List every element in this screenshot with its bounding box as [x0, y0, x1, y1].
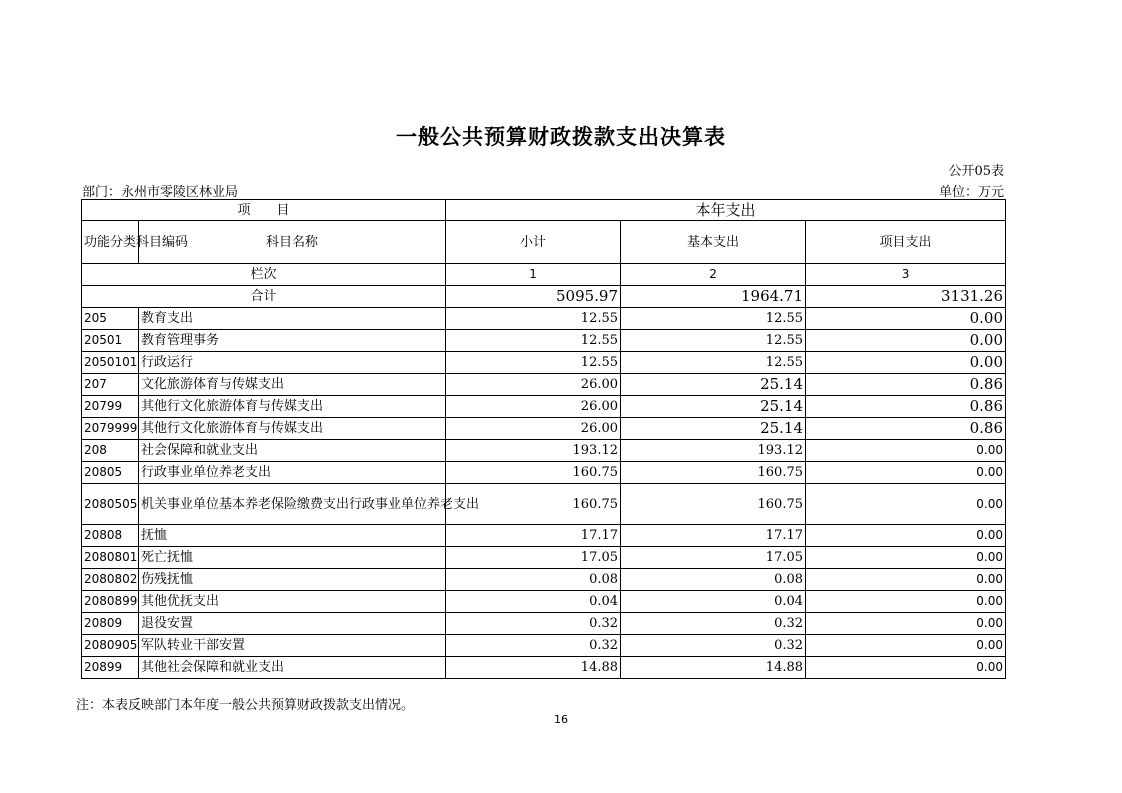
row-code: 20799: [82, 396, 139, 418]
row-code: 2080905: [82, 635, 139, 657]
row-code: 2080802: [82, 569, 139, 591]
header-basic: 基本支出: [621, 221, 806, 264]
row-subtotal: 12.55: [446, 330, 621, 352]
row-name: 其他行文化旅游体育与传媒支出: [139, 396, 446, 418]
header-row-2: [82, 221, 1006, 264]
row-project: 0.00: [806, 440, 1006, 462]
row-project: 0.00: [806, 613, 1006, 635]
row-code: 2080505: [82, 484, 139, 525]
row-code: 2080801: [82, 547, 139, 569]
table-row: [82, 308, 1006, 330]
row-subtotal: 26.00: [446, 418, 621, 440]
table-row: [82, 462, 1006, 484]
row-basic: 12.55: [621, 352, 806, 374]
row-code: 20805: [82, 462, 139, 484]
row-subtotal: 17.17: [446, 525, 621, 547]
total-row: [82, 286, 1006, 308]
total-project: 3131.26: [806, 286, 1006, 308]
row-basic: 0.08: [621, 569, 806, 591]
row-subtotal: 26.00: [446, 396, 621, 418]
row-project: 0.00: [806, 657, 1006, 679]
row-basic: 160.75: [621, 484, 806, 525]
row-subtotal: 193.12: [446, 440, 621, 462]
header-subject-name: 科目名称: [139, 221, 446, 264]
unit-label: 单位：万元: [938, 185, 1004, 200]
row-name: 其他行文化旅游体育与传媒支出: [139, 418, 446, 440]
expenditure-table: [81, 199, 1006, 679]
column-index-1: 1: [446, 264, 621, 286]
header-item: 项 目: [82, 200, 446, 221]
row-basic: 17.17: [621, 525, 806, 547]
row-project: 0.86: [806, 418, 1006, 440]
row-project: 0.00: [806, 484, 1006, 525]
table-row: [82, 418, 1006, 440]
row-name: 伤残抚恤: [139, 569, 446, 591]
table-row: [82, 657, 1006, 679]
row-basic: 25.14: [621, 374, 806, 396]
table-note: 注：本表反映部门本年度一般公共预算财政拨款支出情况。: [76, 698, 415, 713]
row-project: 0.00: [806, 352, 1006, 374]
column-index-2: 2: [621, 264, 806, 286]
row-subtotal: 12.55: [446, 352, 621, 374]
row-subtotal: 0.04: [446, 591, 621, 613]
department-label: 部门：永州市零陵区林业局: [82, 185, 239, 200]
row-code: 205: [82, 308, 139, 330]
table-row: [82, 525, 1006, 547]
row-code: 20899: [82, 657, 139, 679]
row-basic: 0.32: [621, 613, 806, 635]
row-subtotal: 26.00: [446, 374, 621, 396]
table-row: [82, 484, 1006, 525]
row-code: 2050101: [82, 352, 139, 374]
header-subtotal: 小计: [446, 221, 621, 264]
row-subtotal: 0.32: [446, 613, 621, 635]
row-project: 0.86: [806, 396, 1006, 418]
row-code: 2080899: [82, 591, 139, 613]
row-project: 0.86: [806, 374, 1006, 396]
row-basic: 12.55: [621, 308, 806, 330]
row-basic: 160.75: [621, 462, 806, 484]
row-name: 抚恤: [139, 525, 446, 547]
column-index-3: 3: [806, 264, 1006, 286]
total-label: 合计: [82, 286, 446, 308]
row-code: 20501: [82, 330, 139, 352]
table-row: [82, 330, 1006, 352]
row-code: 207: [82, 374, 139, 396]
page-title: 一般公共预算财政拨款支出决算表: [396, 124, 726, 149]
column-index-row: [82, 264, 1006, 286]
form-number: 公开05表: [948, 164, 1004, 179]
total-subtotal: 5095.97: [446, 286, 621, 308]
row-basic: 0.32: [621, 635, 806, 657]
row-code: 20809: [82, 613, 139, 635]
row-subtotal: 12.55: [446, 308, 621, 330]
table-row: [82, 547, 1006, 569]
header-func-code: 功能分类科目编码: [82, 221, 139, 264]
table-row: [82, 635, 1006, 657]
header-row-1: [82, 200, 1006, 221]
row-code: 208: [82, 440, 139, 462]
column-index-label: 栏次: [82, 264, 446, 286]
row-name: 文化旅游体育与传媒支出: [139, 374, 446, 396]
row-subtotal: 160.75: [446, 484, 621, 525]
row-name: 机关事业单位基本养老保险缴费支出行政事业单位养老支出: [139, 484, 446, 525]
row-basic: 12.55: [621, 330, 806, 352]
row-basic: 14.88: [621, 657, 806, 679]
row-subtotal: 0.32: [446, 635, 621, 657]
header-this-year: 本年支出: [446, 200, 1006, 221]
row-name: 退役安置: [139, 613, 446, 635]
row-subtotal: 0.08: [446, 569, 621, 591]
row-code: 2079999: [82, 418, 139, 440]
row-project: 0.00: [806, 462, 1006, 484]
row-subtotal: 160.75: [446, 462, 621, 484]
row-subtotal: 14.88: [446, 657, 621, 679]
table-row: [82, 613, 1006, 635]
row-name: 军队转业干部安置: [139, 635, 446, 657]
table-row: [82, 440, 1006, 462]
row-code: 20808: [82, 525, 139, 547]
table-row: [82, 396, 1006, 418]
table-row: [82, 352, 1006, 374]
row-project: 0.00: [806, 547, 1006, 569]
row-basic: 17.05: [621, 547, 806, 569]
row-project: 0.00: [806, 569, 1006, 591]
total-basic: 1964.71: [621, 286, 806, 308]
row-name: 教育管理事务: [139, 330, 446, 352]
row-basic: 25.14: [621, 396, 806, 418]
table-row: [82, 374, 1006, 396]
row-name: 死亡抚恤: [139, 547, 446, 569]
header-project: 项目支出: [806, 221, 1006, 264]
table-row: [82, 569, 1006, 591]
row-name: 其他社会保障和就业支出: [139, 657, 446, 679]
page-number: 16: [554, 713, 568, 726]
row-project: 0.00: [806, 635, 1006, 657]
row-basic: 193.12: [621, 440, 806, 462]
row-project: 0.00: [806, 591, 1006, 613]
row-basic: 0.04: [621, 591, 806, 613]
row-name: 行政事业单位养老支出: [139, 462, 446, 484]
row-project: 0.00: [806, 525, 1006, 547]
row-name: 社会保障和就业支出: [139, 440, 446, 462]
row-name: 教育支出: [139, 308, 446, 330]
row-basic: 25.14: [621, 418, 806, 440]
row-project: 0.00: [806, 308, 1006, 330]
row-name: 行政运行: [139, 352, 446, 374]
row-name: 其他优抚支出: [139, 591, 446, 613]
table-row: [82, 591, 1006, 613]
row-project: 0.00: [806, 330, 1006, 352]
row-subtotal: 17.05: [446, 547, 621, 569]
